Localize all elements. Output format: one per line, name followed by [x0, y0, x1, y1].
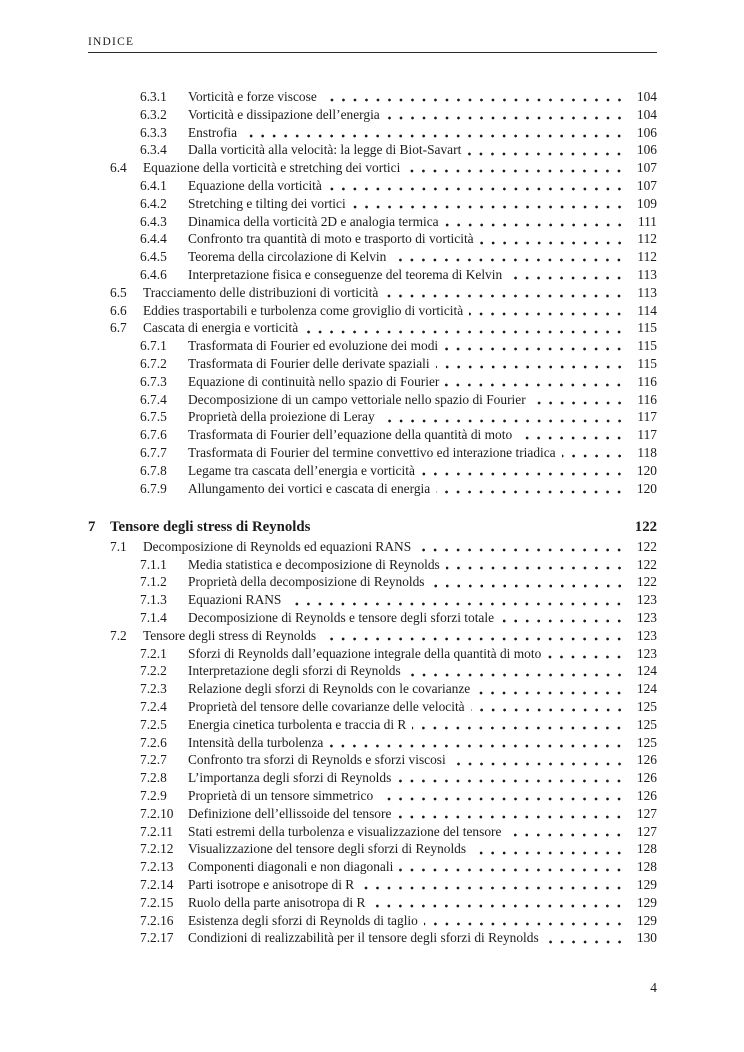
toc-entry[interactable]: [88, 426, 657, 444]
toc-entry[interactable]: [88, 556, 657, 574]
toc-entry-page[interactable]: 125: [636, 699, 657, 714]
toc-entry-title: Stretching e tilting dei vortici: [188, 195, 346, 211]
toc-entry-title: Stati estremi della turbolenza e visualizzazione del tensore: [188, 823, 502, 839]
dot-leader-icon: [371, 894, 625, 912]
toc-entry-page[interactable]: 128: [636, 859, 657, 875]
dot-leader-icon: [352, 195, 625, 213]
toc-entry-page[interactable]: 127: [636, 805, 657, 821]
toc-entry-number: 6.7.3: [140, 373, 167, 389]
toc-entry-page[interactable]: 123: [636, 592, 657, 608]
dot-leader-icon: [424, 912, 625, 930]
toc-entry-number: 6.7: [110, 320, 127, 336]
dot-leader-icon: [407, 662, 625, 680]
toc-entry-title: Vorticità e dissipazione dell’energia: [188, 106, 380, 122]
dot-leader-icon: [476, 680, 625, 698]
dot-leader-icon: [472, 840, 625, 858]
toc-entry[interactable]: [88, 408, 657, 426]
toc-entry-title: Ruolo della parte anisotropa di R: [188, 894, 366, 910]
dot-leader-icon: [360, 876, 625, 894]
dot-leader-icon: [322, 627, 625, 645]
dot-leader-icon: [436, 480, 625, 498]
toc-entry[interactable]: [88, 213, 657, 231]
toc-entry[interactable]: [88, 894, 657, 912]
toc-entry-title: Condizioni di realizzabilità per il tensore degli sforzi di Reynolds: [188, 930, 539, 946]
toc-entry-title: Parti isotrope e anisotrope di R: [188, 876, 355, 892]
toc-entry-title: Proprietà della proiezione di Leray: [188, 409, 375, 425]
toc-entry-number: 7.2.14: [140, 876, 174, 892]
toc-entry[interactable]: [88, 230, 657, 248]
dot-leader-icon: [328, 177, 625, 195]
dot-leader-icon: [436, 355, 625, 373]
toc-entry-number: 7.1.4: [140, 610, 167, 626]
dot-leader-icon: [507, 823, 625, 841]
dot-leader-icon: [287, 591, 625, 609]
toc-entry[interactable]: [88, 284, 657, 302]
toc-entry-number: 6.4.4: [140, 231, 167, 247]
toc-entry-title: Tracciamento delle distribuzioni di vorticità: [143, 284, 379, 300]
dot-leader-icon: [397, 769, 625, 787]
dot-leader-icon: [471, 698, 625, 716]
toc-entry[interactable]: [88, 573, 657, 591]
toc-entry-title: Sforzi di Reynolds dall’equazione integrale della quantità di moto: [188, 645, 542, 661]
toc-entry-number: 7.2.13: [140, 859, 174, 875]
toc-entry[interactable]: [88, 680, 657, 698]
toc-entry-number: 6.6: [110, 302, 127, 318]
dot-leader-icon: [323, 88, 625, 106]
toc-entry-number: 7.2.4: [140, 699, 167, 714]
toc-entry-title: Dinamica della vorticità 2D e analogia termica: [188, 213, 439, 229]
toc-entry-title: Confronto tra quantità di moto e trasporto di vorticità: [188, 231, 474, 247]
toc-entry-title: Intensità della turbolenza: [188, 734, 324, 750]
dot-leader-icon: [446, 556, 625, 574]
toc-entry[interactable]: [88, 538, 657, 556]
toc-entry-page[interactable]: 106: [636, 142, 657, 158]
toc-entry[interactable]: [88, 159, 657, 177]
toc-entry-page[interactable]: 106: [636, 124, 657, 140]
toc-entry-page[interactable]: 113: [637, 284, 657, 300]
toc-entry-number: 6.7.4: [140, 391, 167, 407]
toc-entry-title: L’importanza degli sforzi di Reynolds: [188, 770, 392, 786]
toc-entry-title: Proprietà del tensore delle covarianze delle velocità: [188, 699, 465, 714]
toc-entry-title: Tensore degli stress di Reynolds: [110, 519, 311, 536]
toc-entry-number: 6.4.2: [140, 195, 167, 211]
dot-leader-icon: [386, 106, 625, 124]
toc-entry[interactable]: [88, 858, 657, 876]
toc-entry-page[interactable]: 112: [637, 249, 657, 265]
running-head-title: INDICE: [88, 36, 135, 48]
toc-entry-title: Equazione di continuità nello spazio di Fourier: [188, 373, 440, 389]
toc-entry-page[interactable]: 120: [636, 462, 657, 478]
toc-entry-number: 6.4.6: [140, 266, 167, 282]
toc-entry-number: 7.2.5: [140, 716, 167, 732]
toc-entry[interactable]: [88, 823, 657, 841]
toc-entry-page[interactable]: 125: [636, 734, 657, 750]
toc-entry-title: Teorema della circolazione di Kelvin: [188, 249, 387, 265]
toc-entry-page[interactable]: 109: [636, 195, 657, 211]
toc-entry[interactable]: [88, 373, 657, 391]
toc-entry-title: Media statistica e decomposizione di Reynolds: [188, 556, 440, 572]
toc-entry[interactable]: [88, 391, 657, 409]
toc-entry[interactable]: [88, 929, 657, 947]
toc-entry[interactable]: [88, 662, 657, 680]
toc-entry[interactable]: [88, 734, 657, 752]
toc-entry-title: Enstrofia: [188, 124, 238, 140]
toc-entry-page[interactable]: 115: [637, 355, 657, 371]
toc-entry-page[interactable]: 123: [636, 627, 657, 643]
toc-entry-title: Equazione della vorticità e stretching dei vortici: [143, 160, 401, 176]
toc-entry-page[interactable]: 113: [637, 266, 657, 282]
toc-entry-page[interactable]: 129: [636, 876, 657, 892]
toc-entry[interactable]: [88, 302, 657, 320]
toc-entry[interactable]: [88, 195, 657, 213]
toc-entry[interactable]: [88, 177, 657, 195]
toc-entry-page[interactable]: 116: [637, 391, 657, 407]
toc-entry-number: 6.4.5: [140, 249, 167, 265]
toc-entry-page[interactable]: 122: [636, 538, 657, 554]
toc: [88, 88, 657, 947]
toc-entry-title: Proprietà di un tensore simmetrico: [188, 787, 374, 803]
toc-entry-title: Trasformata di Fourier delle derivate spaziali: [188, 355, 430, 371]
toc-entry-number: 6.4: [110, 160, 127, 176]
toc-entry-number: 6.3.4: [140, 142, 167, 158]
toc-entry-number: 7.2.9: [140, 787, 167, 803]
dot-leader-icon: [304, 319, 625, 337]
toc-entry-number: 7.1: [110, 538, 127, 554]
toc-entry-number: 6.7.8: [140, 462, 167, 478]
toc-entry[interactable]: [88, 88, 657, 106]
toc-chapter-entry[interactable]: [88, 518, 657, 538]
toc-entry-number: 7.1.1: [140, 556, 167, 572]
dot-leader-icon: [379, 787, 625, 805]
toc-entry-page[interactable]: 115: [637, 338, 657, 354]
toc-entry-number: 7.2.10: [140, 805, 174, 821]
toc-entry-title: Componenti diagonali e non diagonali: [188, 859, 394, 875]
toc-entry-number: 6.3.1: [140, 89, 167, 104]
dot-leader-icon: [469, 302, 625, 320]
toc-entry[interactable]: [88, 769, 657, 787]
footer-page-number: 4: [650, 980, 657, 995]
toc-entry-number: 7.2.2: [140, 663, 167, 679]
toc-entry-title: Visualizzazione del tensore degli sforzi di Reynolds: [188, 841, 467, 857]
toc-entry[interactable]: [88, 266, 657, 284]
toc-entry-page[interactable]: 104: [636, 106, 657, 122]
toc-entry-title: Interpretazione fisica e conseguenze del teorema di Kelvin: [188, 266, 503, 282]
toc-entry-number: 7.2.17: [140, 930, 174, 946]
dot-leader-icon: [397, 805, 625, 823]
toc-entry-title: Allungamento dei vortici e cascata di energia: [188, 480, 431, 496]
toc-entry-number: 7.2.15: [140, 894, 174, 910]
toc-entry[interactable]: [88, 805, 657, 823]
toc-entry[interactable]: [88, 106, 657, 124]
toc-entry-number: 6.7.2: [140, 355, 167, 371]
toc-entry-title: Cascata di energia e vorticità: [143, 320, 299, 336]
toc-entry-number: 6.3.3: [140, 124, 167, 140]
toc-entry-page[interactable]: 126: [636, 787, 657, 803]
toc-entry-page[interactable]: 104: [636, 89, 657, 104]
toc-entry[interactable]: [88, 591, 657, 609]
dot-leader-icon: [329, 734, 625, 752]
toc-entry-title: Energia cinetica turbolenta e traccia di R: [188, 716, 407, 732]
toc-entry-page[interactable]: 118: [637, 444, 657, 460]
toc-entry-title: Vorticità e forze viscose: [188, 89, 317, 104]
dot-leader-icon: [431, 573, 625, 591]
toc-entry-number: 7.2: [110, 627, 127, 643]
toc-entry-title: Decomposizione di un campo vettoriale nello spazio di Fourier: [188, 391, 526, 407]
dot-leader-icon: [392, 248, 625, 266]
toc-entry[interactable]: [88, 462, 657, 480]
toc-entry-number: 6.7.7: [140, 444, 167, 460]
toc-entry-page[interactable]: 111: [637, 213, 657, 229]
toc-entry-number: 7.2.16: [140, 912, 174, 928]
toc-entry-page[interactable]: 122: [636, 556, 657, 572]
toc-entry-number: 7.2.1: [140, 645, 167, 661]
dot-leader-icon: [547, 645, 625, 663]
toc-entry-number: 6.7.1: [140, 338, 167, 354]
toc-entry[interactable]: [88, 627, 657, 645]
toc-entry-page[interactable]: 107: [636, 160, 657, 176]
toc-entry-number: 6.4.1: [140, 177, 167, 193]
toc-entry-number: 7.1.3: [140, 592, 167, 608]
toc-entry[interactable]: [88, 480, 657, 498]
toc-entry[interactable]: [88, 645, 657, 663]
toc-entry[interactable]: [88, 141, 657, 159]
toc-entry-number: 6.7.9: [140, 480, 167, 496]
toc-entry-title: Trasformata di Fourier del termine convettivo ed interazione triadica: [188, 444, 556, 460]
dot-leader-icon: [508, 266, 625, 284]
toc-entry-number: 7.1.2: [140, 574, 167, 590]
toc-entry-title: Legame tra cascata dell’energia e vorticità: [188, 462, 415, 478]
toc-entry-page[interactable]: 129: [636, 894, 657, 910]
toc-entry-title: Dalla vorticità alla velocità: la legge di Biot-Savart: [188, 142, 462, 158]
toc-entry-page[interactable]: 123: [636, 610, 657, 626]
toc-entry-title: Relazione degli sforzi di Reynolds con le covarianze: [188, 681, 471, 697]
toc-entry-title: Definizione dell’ellissoide del tensore: [188, 805, 392, 821]
toc-entry-page[interactable]: 112: [637, 231, 657, 247]
dot-leader-icon: [316, 518, 625, 538]
toc-entry-page[interactable]: 126: [636, 770, 657, 786]
toc-entry-title: Eddies trasportabili e turbolenza come groviglio di vorticità: [143, 302, 464, 318]
toc-entry-number: 6.3.2: [140, 106, 167, 122]
toc-entry-page[interactable]: 123: [636, 645, 657, 661]
toc-entry-title: Decomposizione di Reynolds e tensore degli sforzi totale: [188, 610, 495, 626]
dot-leader-icon: [445, 213, 625, 231]
dot-leader-icon: [399, 858, 625, 876]
dot-leader-icon: [444, 337, 625, 355]
toc-entry-page[interactable]: 122: [636, 574, 657, 590]
dot-leader-icon: [384, 284, 625, 302]
dot-leader-icon: [500, 609, 625, 627]
dot-leader-icon: [532, 391, 625, 409]
dot-leader-icon: [452, 751, 625, 769]
dot-leader-icon: [381, 408, 625, 426]
toc-entry-number: 6.4.3: [140, 213, 167, 229]
dot-leader-icon: [406, 159, 625, 177]
toc-entry-title: Trasformata di Fourier ed evoluzione dei modi: [188, 338, 439, 354]
toc-entry-title: Proprietà della decomposizione di Reynolds: [188, 574, 425, 590]
toc-entry[interactable]: [88, 698, 657, 716]
toc-entry-page[interactable]: 125: [636, 716, 657, 732]
toc-entry-page[interactable]: 127: [636, 823, 657, 839]
toc-entry-page[interactable]: 107: [636, 177, 657, 193]
toc-entry-number: 7.2.11: [140, 823, 173, 839]
toc-entry-page[interactable]: 130: [636, 930, 657, 946]
toc-entry-title: Decomposizione di Reynolds ed equazioni RANS: [143, 538, 412, 554]
toc-entry-page[interactable]: 124: [636, 663, 657, 679]
toc-entry-number: 6.5: [110, 284, 127, 300]
toc-entry-page[interactable]: 117: [637, 409, 657, 425]
dot-leader-icon: [480, 230, 625, 248]
toc-entry-number: 7.2.8: [140, 770, 167, 786]
toc-entry-page[interactable]: 115: [637, 320, 657, 336]
toc-entry-number: 7.2.3: [140, 681, 167, 697]
toc-entry[interactable]: [88, 912, 657, 930]
toc-entry-page[interactable]: 122: [634, 519, 657, 536]
toc-entry-page[interactable]: 128: [636, 841, 657, 857]
toc-entry[interactable]: [88, 751, 657, 769]
toc-entry-page[interactable]: 117: [637, 427, 657, 443]
toc-entry-title: Interpretazione degli sforzi di Reynolds: [188, 663, 401, 679]
dot-leader-icon: [545, 929, 625, 947]
toc-entry[interactable]: [88, 840, 657, 858]
toc-entry-title: Esistenza degli sforzi di Reynolds di taglio: [188, 912, 418, 928]
dot-leader-icon: [412, 716, 625, 734]
toc-entry[interactable]: [88, 319, 657, 337]
toc-entry-title: Equazione della vorticità: [188, 177, 322, 193]
dot-leader-icon: [467, 141, 625, 159]
toc-entry-title: Trasformata di Fourier dell’equazione della quantità di moto: [188, 427, 513, 443]
dot-leader-icon: [518, 426, 625, 444]
dot-leader-icon: [421, 462, 625, 480]
toc-entry-title: Tensore degli stress di Reynolds: [143, 627, 317, 643]
toc-entry-number: 6.7.5: [140, 409, 167, 425]
toc-entry[interactable]: [88, 444, 657, 462]
toc-entry[interactable]: [88, 716, 657, 734]
dot-leader-icon: [417, 538, 625, 556]
toc-entry[interactable]: [88, 124, 657, 142]
toc-entry-title: Equazioni RANS: [188, 592, 282, 608]
toc-entry-number: 7.2.12: [140, 841, 174, 857]
dot-leader-icon: [243, 124, 625, 142]
toc-entry-page[interactable]: 114: [637, 302, 657, 318]
toc-entry-page[interactable]: 129: [636, 912, 657, 928]
toc-entry[interactable]: [88, 876, 657, 894]
toc-entry-number: 7: [88, 519, 96, 536]
running-head: [88, 36, 657, 53]
toc-entry[interactable]: [88, 337, 657, 355]
toc-entry[interactable]: [88, 248, 657, 266]
dot-leader-icon: [562, 444, 625, 462]
toc-entry-page[interactable]: 120: [636, 480, 657, 496]
toc-entry-number: 6.7.6: [140, 427, 167, 443]
toc-entry-page[interactable]: 116: [637, 373, 657, 389]
toc-entry[interactable]: [88, 609, 657, 627]
dot-leader-icon: [445, 373, 625, 391]
toc-entry[interactable]: [88, 355, 657, 373]
toc-entry-page[interactable]: 124: [636, 681, 657, 697]
toc-entry-number: 7.2.6: [140, 734, 167, 750]
toc-entry[interactable]: [88, 787, 657, 805]
toc-entry-page[interactable]: 126: [636, 752, 657, 768]
toc-entry-number: 7.2.7: [140, 752, 167, 768]
toc-entry-title: Confronto tra sforzi di Reynolds e sforzi viscosi: [188, 752, 446, 768]
